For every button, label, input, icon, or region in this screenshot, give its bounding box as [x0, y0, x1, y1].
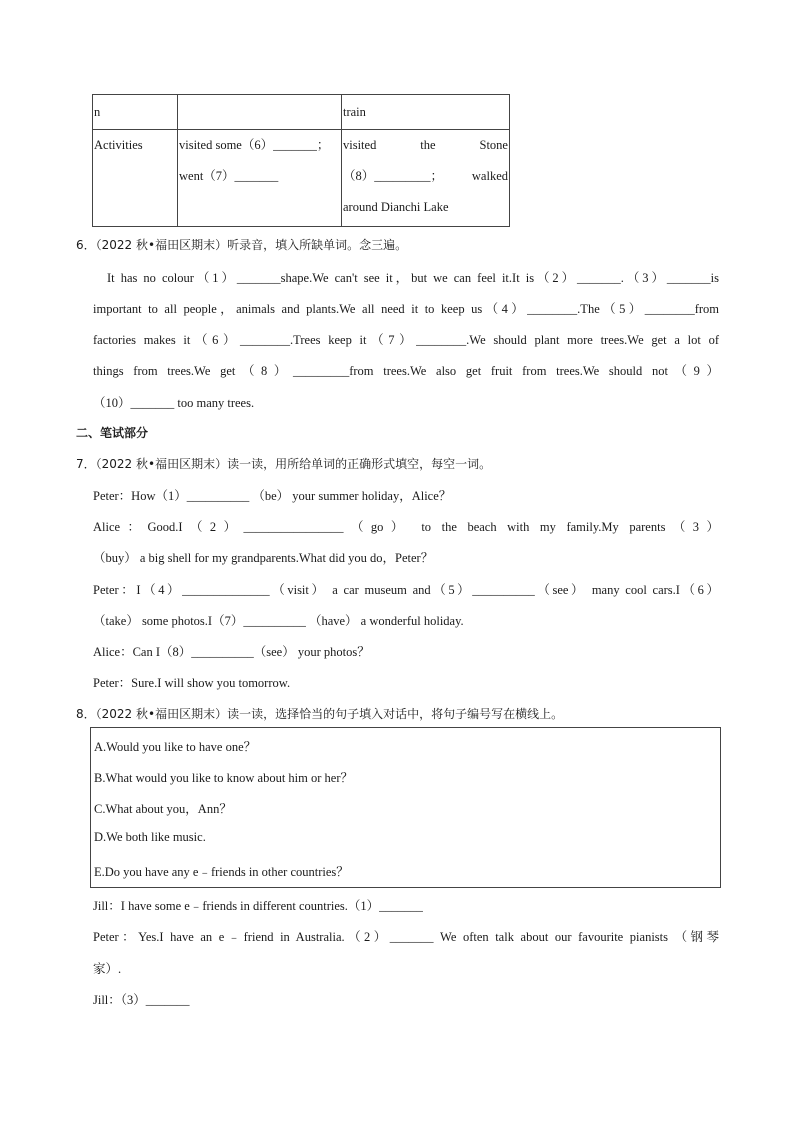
option-b: B.What would you like to know about him or her？: [94, 771, 353, 785]
option-a: A.Would you like to have one？: [94, 740, 257, 754]
q7-dialogue-line: （take） some photos.I（7）__________ （have） a wonderful holiday.: [93, 614, 464, 628]
q6-line-3: factories makes it（6）________.Trees keep it（7）________.We should plant more trees.We get a lot of: [93, 333, 719, 347]
option-e: E.Do you have any e﹣friends in other countries？: [94, 865, 349, 879]
activities-table: [92, 94, 510, 227]
q8-dialogue-line: Jill：I have some e﹣friends in different countries.（1）_______: [93, 899, 423, 913]
section-heading: 二、笔试部分: [76, 426, 149, 440]
q7-header: 7．（2022 秋•福田区期末）读一读，用所给单词的正确形式填空，每空一词。: [76, 457, 492, 471]
q7-dialogue-line: Alice：Can I（8）__________（see） your photos？: [93, 645, 370, 659]
q7-dialogue-line: Alice：Good.I（2）________________（go） to the beach with my family.My parents（3）: [93, 520, 719, 534]
table-row: [93, 130, 510, 227]
q7-dialogue-line: Peter：I（4）______________（visit） a car museum and（5）__________（see） many cool cars.I（6）: [93, 583, 719, 597]
table-cell: train: [342, 95, 510, 130]
options-box: [90, 727, 721, 888]
q7-dialogue-line: Peter：Sure.I will show you tomorrow.: [93, 676, 291, 690]
q8-dialogue-line: 家）.: [93, 962, 122, 976]
q6-line-4: things from trees.We get（8）_________from trees.We also get fruit from trees.We should not（9）: [93, 364, 719, 378]
q8-dialogue-line: Jill：（3）_______: [93, 993, 190, 1007]
q6-line-2: important to all people，animals and plants.We all need it to keep us（4）________.The（5）________from: [93, 302, 719, 316]
q8-dialogue-line: Peter：Yes.I have an e﹣friend in Australia.（2）_______ We often talk about our favourite pianists （钢琴: [93, 930, 719, 944]
table-row: [93, 95, 510, 130]
q6-line-1: It has no colour（1）_______shape.We can't see it，but we can feel it.It is（2）_______.（3）_______is: [107, 271, 719, 285]
q7-dialogue-line: （buy） a big shell for my grandparents.What did you do，Peter？: [93, 551, 434, 565]
table-cell: visited the Stone （8）_________； walked around Dianchi Lake: [342, 130, 510, 227]
q6-line-5: （10）_______ too many trees.: [93, 396, 255, 410]
option-d: D.We both like music.: [94, 830, 206, 844]
option-c: C.What about you，Ann？: [94, 802, 232, 816]
table-cell: [178, 95, 342, 130]
table-cell-label: Activities: [93, 130, 178, 227]
q7-dialogue-line: Peter：How（1）__________ （be） your summer holiday，Alice？: [93, 489, 452, 503]
table-cell: n: [93, 95, 178, 130]
q8-header: 8．（2022 秋•福田区期末）读一读，选择恰当的句子填入对话中，将句子编号写在横线上。: [76, 707, 564, 721]
table-cell: visited some（6）_______； went（7）_______: [178, 130, 342, 227]
q6-header: 6．（2022 秋•福田区期末）听录音，填入所缺单词。念三遍。: [76, 238, 408, 252]
